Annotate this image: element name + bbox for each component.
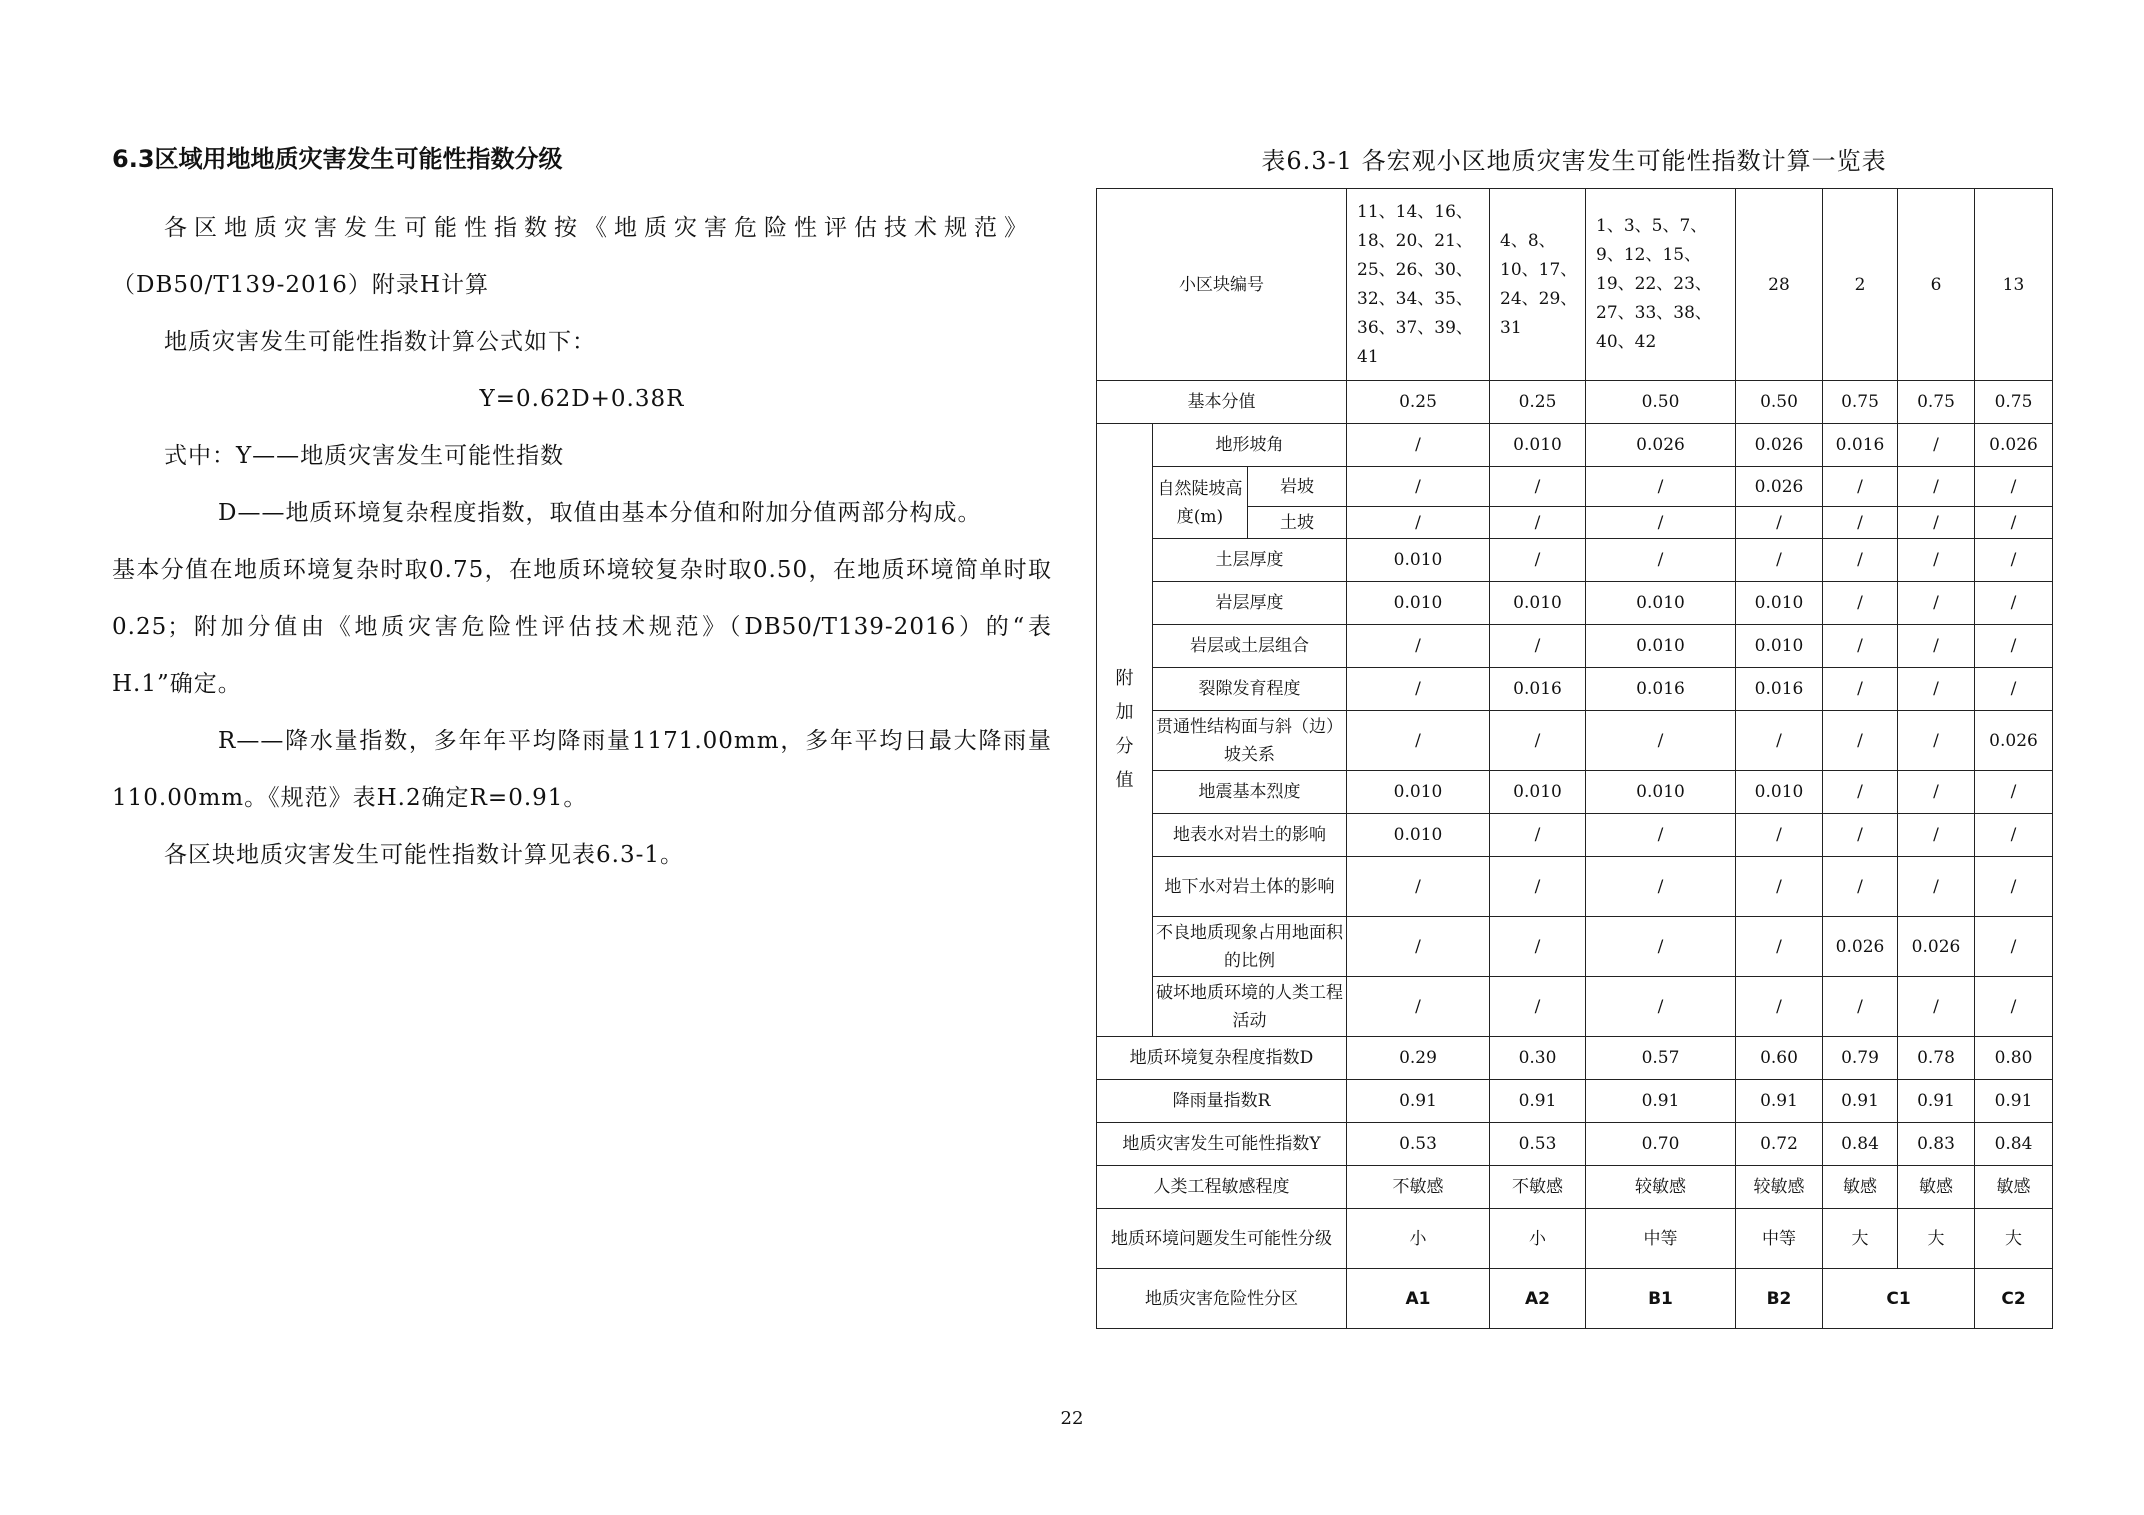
- value-cell: /: [1975, 771, 2053, 814]
- value-cell: 0.026: [1975, 711, 2053, 771]
- paragraph-1: 各区地质灾害发生可能性指数按《地质灾害危险性评估技术规范》: [164, 215, 1034, 241]
- text-section: [112, 140, 1052, 884]
- value-cell: 0.75: [1975, 381, 2053, 424]
- value-cell: 中等: [1736, 1209, 1823, 1269]
- value-cell: 0.75: [1898, 381, 1975, 424]
- paragraph-4: 式中：Y——地质灾害发生可能性指数: [164, 443, 565, 469]
- table-row: [1097, 424, 2053, 467]
- value-cell: 0.60: [1736, 1037, 1823, 1080]
- value-cell: 大: [1975, 1209, 2053, 1269]
- table-row: [1097, 625, 2053, 668]
- value-cell: 0.91: [1736, 1080, 1823, 1123]
- value-cell: 0.026: [1736, 467, 1823, 507]
- value-cell: /: [1736, 814, 1823, 857]
- paragraph-5: D——地质环境复杂程度指数，取值由基本分值和附加分值两部分构成。: [218, 500, 982, 526]
- value-cell: 0.010: [1586, 582, 1736, 625]
- value-cell: /: [1823, 625, 1898, 668]
- value-cell: /: [1347, 977, 1490, 1037]
- row-label: 裂隙发育程度: [1153, 668, 1347, 711]
- table-row: [1097, 381, 2053, 424]
- value-cell: /: [1823, 668, 1898, 711]
- row-label: 土层厚度: [1153, 539, 1347, 582]
- value-cell: 0.57: [1586, 1037, 1736, 1080]
- id-cell: 6: [1898, 189, 1975, 381]
- paragraph-3: 地质灾害发生可能性指数计算公式如下：: [164, 329, 596, 355]
- id-cell: 2: [1823, 189, 1898, 381]
- zone-cell: C1: [1823, 1269, 1975, 1329]
- row-label: 地下水对岩土体的影响: [1153, 857, 1347, 917]
- soil-slope-label: 土坡: [1248, 507, 1347, 539]
- value-cell: 0.30: [1490, 1037, 1586, 1080]
- value-cell: 0.91: [1975, 1080, 2053, 1123]
- value-cell: /: [1823, 507, 1898, 539]
- id-cell: 28: [1736, 189, 1823, 381]
- value-cell: /: [1975, 857, 2053, 917]
- value-cell: 0.010: [1347, 814, 1490, 857]
- table-row: [1097, 1080, 2053, 1123]
- value-cell: /: [1975, 539, 2053, 582]
- table-row: [1097, 539, 2053, 582]
- table-row: [1097, 711, 2053, 771]
- table-row: [1097, 771, 2053, 814]
- value-cell: /: [1490, 625, 1586, 668]
- table-row: [1097, 1209, 2053, 1269]
- value-cell: 小: [1347, 1209, 1490, 1269]
- base-score-label: 基本分值: [1097, 381, 1347, 424]
- value-cell: 敏感: [1975, 1166, 2053, 1209]
- row-label: 地质灾害发生可能性指数Y: [1097, 1123, 1347, 1166]
- value-cell: /: [1898, 582, 1975, 625]
- value-cell: /: [1490, 814, 1586, 857]
- value-cell: 0.80: [1975, 1037, 2053, 1080]
- table-row: [1097, 857, 2053, 917]
- table-row: [1097, 582, 2053, 625]
- table-row: [1097, 917, 2053, 977]
- natural-slope-label: 自然陡坡高度(m): [1153, 467, 1248, 539]
- row-label: 不良地质现象占用地面积的比例: [1153, 917, 1347, 977]
- value-cell: 0.010: [1586, 771, 1736, 814]
- value-cell: /: [1975, 814, 2053, 857]
- value-cell: 0.50: [1736, 381, 1823, 424]
- zone-cell: A1: [1347, 1269, 1490, 1329]
- value-cell: /: [1736, 507, 1823, 539]
- value-cell: 中等: [1586, 1209, 1736, 1269]
- row-label: 地形坡角: [1153, 424, 1347, 467]
- value-cell: /: [1490, 467, 1586, 507]
- value-cell: 0.53: [1490, 1123, 1586, 1166]
- value-cell: 0.016: [1586, 668, 1736, 711]
- value-cell: 0.29: [1347, 1037, 1490, 1080]
- row-label: 地表水对岩土的影响: [1153, 814, 1347, 857]
- value-cell: 0.75: [1823, 381, 1898, 424]
- row-label: 地震基本烈度: [1153, 771, 1347, 814]
- value-cell: 0.016: [1736, 668, 1823, 711]
- value-cell: 0.016: [1490, 668, 1586, 711]
- value-cell: /: [1736, 917, 1823, 977]
- value-cell: 0.016: [1823, 424, 1898, 467]
- value-cell: /: [1586, 467, 1736, 507]
- value-cell: /: [1823, 582, 1898, 625]
- value-cell: 0.25: [1490, 381, 1586, 424]
- value-cell: 0.010: [1347, 582, 1490, 625]
- value-cell: /: [1898, 539, 1975, 582]
- value-cell: /: [1586, 857, 1736, 917]
- table-row: [1097, 668, 2053, 711]
- row-label: 地质环境问题发生可能性分级: [1097, 1209, 1347, 1269]
- row-label: 贯通性结构面与斜（边）坡关系: [1153, 711, 1347, 771]
- value-cell: 0.010: [1347, 771, 1490, 814]
- value-cell: /: [1975, 917, 2053, 977]
- value-cell: /: [1898, 814, 1975, 857]
- zone-cell: B2: [1736, 1269, 1823, 1329]
- value-cell: 0.83: [1898, 1123, 1975, 1166]
- value-cell: 0.010: [1490, 582, 1586, 625]
- value-cell: /: [1586, 977, 1736, 1037]
- value-cell: /: [1347, 424, 1490, 467]
- value-cell: 0.70: [1586, 1123, 1736, 1166]
- value-cell: /: [1898, 467, 1975, 507]
- value-cell: /: [1975, 668, 2053, 711]
- value-cell: 敏感: [1898, 1166, 1975, 1209]
- value-cell: /: [1347, 917, 1490, 977]
- value-cell: /: [1898, 507, 1975, 539]
- value-cell: /: [1898, 857, 1975, 917]
- calc-table: [1096, 188, 2053, 1329]
- table-row: [1097, 1037, 2053, 1080]
- value-cell: /: [1490, 711, 1586, 771]
- row-label: 地质环境复杂程度指数D: [1097, 1037, 1347, 1080]
- value-cell: /: [1490, 507, 1586, 539]
- row-label: 岩层或土层组合: [1153, 625, 1347, 668]
- value-cell: /: [1823, 711, 1898, 771]
- paragraph-8: 各区块地质灾害发生可能性指数计算见表6.3-1。: [164, 842, 684, 868]
- value-cell: 0.010: [1347, 539, 1490, 582]
- value-cell: 大: [1898, 1209, 1975, 1269]
- value-cell: /: [1490, 917, 1586, 977]
- value-cell: 0.53: [1347, 1123, 1490, 1166]
- value-cell: 0.79: [1823, 1037, 1898, 1080]
- value-cell: /: [1736, 977, 1823, 1037]
- value-cell: /: [1347, 507, 1490, 539]
- paragraph-6: 基本分值在地质环境复杂时取0.75，在地质环境较复杂时取0.50，在地质环境简单时取0.25；附加分值由《地质灾害危险性评估技术规范》（DB50/T139-2016）的“表H.1”确定。: [112, 557, 1052, 697]
- value-cell: 敏感: [1823, 1166, 1898, 1209]
- zone-cell: B1: [1586, 1269, 1736, 1329]
- value-cell: 0.25: [1347, 381, 1490, 424]
- table-row: [1097, 1269, 2053, 1329]
- value-cell: 0.91: [1490, 1080, 1586, 1123]
- table-row: [1097, 1123, 2053, 1166]
- value-cell: 不敏感: [1490, 1166, 1586, 1209]
- value-cell: /: [1823, 539, 1898, 582]
- table-row: [1097, 189, 2053, 381]
- value-cell: 0.026: [1898, 917, 1975, 977]
- zone-cell: A2: [1490, 1269, 1586, 1329]
- value-cell: /: [1586, 711, 1736, 771]
- value-cell: 0.026: [1823, 917, 1898, 977]
- value-cell: 0.91: [1586, 1080, 1736, 1123]
- value-cell: /: [1823, 857, 1898, 917]
- value-cell: /: [1823, 814, 1898, 857]
- value-cell: 0.91: [1898, 1080, 1975, 1123]
- zone-cell: C2: [1975, 1269, 2053, 1329]
- value-cell: /: [1490, 539, 1586, 582]
- value-cell: /: [1823, 467, 1898, 507]
- value-cell: 0.91: [1347, 1080, 1490, 1123]
- id-cell: 11、14、16、18、20、21、25、26、30、32、34、35、36、37、39、41: [1347, 189, 1490, 381]
- value-cell: 0.026: [1736, 424, 1823, 467]
- page-number: 22: [1060, 1408, 1084, 1429]
- value-cell: /: [1975, 467, 2053, 507]
- value-cell: /: [1975, 977, 2053, 1037]
- value-cell: /: [1898, 424, 1975, 467]
- row-label: 破坏地质环境的人类工程活动: [1153, 977, 1347, 1037]
- table-section: [1096, 140, 2052, 1329]
- value-cell: /: [1975, 625, 2053, 668]
- value-cell: 0.78: [1898, 1037, 1975, 1080]
- row-label: 人类工程敏感程度: [1097, 1166, 1347, 1209]
- value-cell: /: [1736, 539, 1823, 582]
- id-cell: 13: [1975, 189, 2053, 381]
- value-cell: 0.010: [1490, 771, 1586, 814]
- id-cell: 4、8、10、17、24、29、31: [1490, 189, 1586, 381]
- value-cell: /: [1823, 771, 1898, 814]
- value-cell: 0.010: [1586, 625, 1736, 668]
- paragraph-7: R——降水量指数，多年年平均降雨量1171.00mm，多年平均日最大降雨量110.00mm。《规范》表H.2确定R=0.91。: [112, 728, 1052, 811]
- value-cell: 0.010: [1736, 771, 1823, 814]
- value-cell: 较敏感: [1736, 1166, 1823, 1209]
- value-cell: /: [1586, 917, 1736, 977]
- value-cell: /: [1823, 977, 1898, 1037]
- value-cell: 0.84: [1975, 1123, 2053, 1166]
- value-cell: /: [1490, 857, 1586, 917]
- value-cell: 大: [1823, 1209, 1898, 1269]
- table-row: [1097, 467, 2053, 507]
- id-header-label: 小区块编号: [1097, 189, 1347, 381]
- value-cell: /: [1586, 814, 1736, 857]
- value-cell: 较敏感: [1586, 1166, 1736, 1209]
- value-cell: /: [1898, 625, 1975, 668]
- value-cell: /: [1347, 625, 1490, 668]
- table-caption: 表6.3-1 各宏观小区地质灾害发生可能性指数计算一览表: [1261, 147, 1887, 175]
- table-row: [1097, 1166, 2053, 1209]
- value-cell: /: [1736, 711, 1823, 771]
- value-cell: 0.010: [1490, 424, 1586, 467]
- value-cell: 不敏感: [1347, 1166, 1490, 1209]
- id-cell: 1、3、5、7、9、12、15、19、22、23、27、33、38、40、42: [1586, 189, 1736, 381]
- value-cell: /: [1975, 507, 2053, 539]
- value-cell: 0.026: [1975, 424, 2053, 467]
- paragraph-2: （DB50/T139-2016）附录H计算: [112, 272, 489, 298]
- value-cell: /: [1347, 857, 1490, 917]
- value-cell: 0.72: [1736, 1123, 1823, 1166]
- row-label: 降雨量指数R: [1097, 1080, 1347, 1123]
- value-cell: 0.026: [1586, 424, 1736, 467]
- value-cell: /: [1736, 857, 1823, 917]
- value-cell: 0.50: [1586, 381, 1736, 424]
- value-cell: 0.84: [1823, 1123, 1898, 1166]
- value-cell: 0.010: [1736, 582, 1823, 625]
- value-cell: 0.91: [1823, 1080, 1898, 1123]
- value-cell: /: [1347, 467, 1490, 507]
- value-cell: /: [1347, 668, 1490, 711]
- zone-label: 地质灾害危险性分区: [1097, 1269, 1347, 1329]
- value-cell: /: [1490, 977, 1586, 1037]
- value-cell: /: [1586, 539, 1736, 582]
- value-cell: /: [1975, 582, 2053, 625]
- value-cell: /: [1347, 711, 1490, 771]
- value-cell: 小: [1490, 1209, 1586, 1269]
- value-cell: /: [1898, 771, 1975, 814]
- section-heading: 6.3区域用地地质灾害发生可能性指数分级: [112, 145, 563, 173]
- formula: Y=0.62D+0.38R: [479, 386, 685, 412]
- table-row: [1097, 977, 2053, 1037]
- value-cell: 0.010: [1736, 625, 1823, 668]
- row-label: 岩层厚度: [1153, 582, 1347, 625]
- value-cell: /: [1586, 507, 1736, 539]
- value-cell: /: [1898, 977, 1975, 1037]
- rock-slope-label: 岩坡: [1248, 467, 1347, 507]
- table-row: [1097, 814, 2053, 857]
- value-cell: /: [1898, 711, 1975, 771]
- value-cell: /: [1898, 668, 1975, 711]
- additional-score-label: 附加分值: [1097, 424, 1153, 1037]
